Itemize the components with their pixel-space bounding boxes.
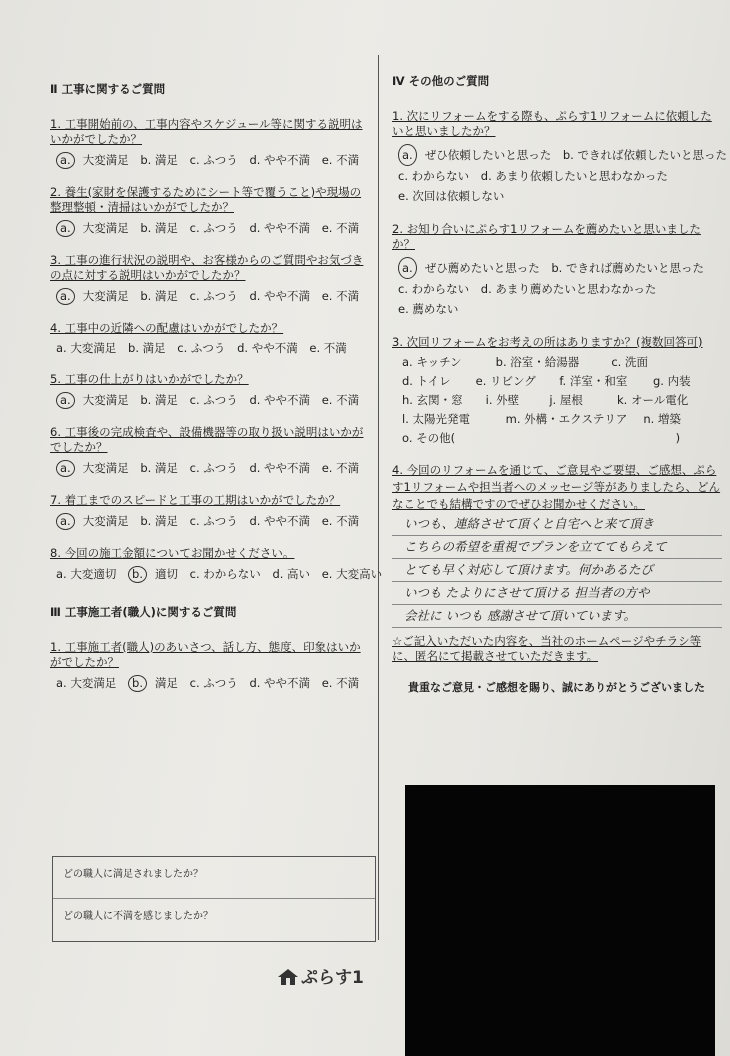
option-a[interactable]: a. 大変適切: [56, 567, 117, 581]
handwritten-comment[interactable]: [392, 513, 722, 628]
option-exterior-wall[interactable]: i. 外壁: [485, 393, 520, 407]
option-a-label: 大変満足: [82, 514, 129, 528]
answer-options: [392, 144, 727, 206]
option-e[interactable]: e. 不満: [321, 393, 360, 407]
option-a[interactable]: a. 大変満足: [56, 676, 117, 690]
circled-answer-a[interactable]: a.: [398, 144, 417, 166]
question-text: 2. 養生(家財を保護するためにシート等で覆うこと)や現場の整理整頓・清掃はいかがでしたか？: [50, 185, 362, 214]
option-rooms[interactable]: f. 洋室・和室: [559, 374, 628, 388]
option-a[interactable]: a. 大変満足: [56, 341, 117, 355]
question-2-5: [50, 372, 370, 409]
answer-options: [50, 566, 383, 583]
question-text: 4. 工事中の近隣への配慮はいかがでしたか？: [50, 321, 284, 335]
option-washroom[interactable]: c. 洗面: [611, 355, 648, 369]
option-b[interactable]: b. できれば依頼したいと思った: [562, 148, 727, 162]
option-b[interactable]: b. 満足: [140, 461, 178, 475]
option-c[interactable]: c. ふつう: [189, 289, 238, 303]
comment-line: 会社に いつも 感謝させて頂いています。: [392, 605, 722, 628]
option-e[interactable]: e. 大変高い: [321, 567, 383, 581]
question-2-2: [50, 185, 370, 237]
option-b[interactable]: b. 満足: [128, 341, 166, 355]
option-b-label: 適切: [154, 567, 178, 581]
section-2-title: Ⅱ 工事に関するご質問: [50, 82, 166, 96]
question-text: 1. 工事開始前の、工事内容やスケジュール等に関する説明はいかがでしたか？: [50, 117, 363, 146]
option-c[interactable]: c. ふつう: [189, 153, 238, 167]
option-interior[interactable]: g. 内装: [652, 374, 691, 388]
comment-line: いつも たよりにさせて頂ける 担当者の方や: [392, 582, 722, 605]
question-text: 3. 工事の進行状況の説明や、お客様からのご質問やお気づきの点に対する説明はいかがでしたか？: [50, 253, 364, 282]
option-c[interactable]: c. ふつう: [177, 341, 226, 355]
option-e[interactable]: e. 不満: [321, 221, 360, 235]
option-b[interactable]: b. 満足: [140, 153, 178, 167]
option-c[interactable]: c. わからない: [398, 169, 470, 183]
question-3-1: [50, 640, 370, 692]
option-e[interactable]: e. 不満: [321, 153, 360, 167]
question-4-3: [392, 335, 722, 446]
answer-options: [50, 220, 370, 237]
question-2-3: [50, 253, 370, 305]
circled-answer-b[interactable]: b.: [128, 566, 147, 583]
option-roof[interactable]: j. 屋根: [549, 393, 583, 407]
option-c[interactable]: c. ふつう: [189, 221, 238, 235]
comment-line: とても早く対応して頂けます。何かあるたび: [392, 559, 722, 582]
option-a-label: ぜひ薦めたいと思った: [424, 261, 540, 275]
option-b-label: 満足: [154, 676, 178, 690]
option-a-label: 大変満足: [82, 461, 129, 475]
question-2-1: [50, 117, 370, 169]
question-text: 1. 次にリフォームをする際も、ぷらす1リフォームに依頼したいと思いましたか？: [392, 109, 712, 138]
house-icon: [278, 969, 298, 985]
staff-satisfied-field[interactable]: どの職人に満足されましたか？: [63, 869, 203, 880]
question-text: 1. 工事施工者(職人)のあいさつ、話し方、態度、印象はいかがでしたか？: [50, 640, 361, 669]
question-text: 7. 着工までのスピードと工事の工期はいかがでしたか？: [50, 493, 341, 507]
option-other-close: ): [675, 431, 681, 445]
question-text: 6. 工事後の完成検査や、設備機器等の取り扱い説明はいかがでしたか？: [50, 425, 364, 454]
circled-answer-a[interactable]: a.: [56, 513, 75, 530]
option-d[interactable]: d. 高い: [272, 567, 311, 581]
answer-options: [50, 513, 370, 530]
option-living[interactable]: e. リビング: [475, 374, 536, 388]
section-3-title: Ⅲ 工事施工者(職人)に関するご質問: [50, 605, 237, 619]
option-solar[interactable]: l. 太陽光発電: [402, 412, 471, 426]
circled-answer-a[interactable]: a.: [398, 257, 417, 279]
option-a-label: 大変満足: [82, 393, 129, 407]
question-text: 5. 工事の仕上がりはいかがでしたか？: [50, 372, 249, 386]
circled-answer-a[interactable]: a.: [56, 392, 75, 409]
answer-options: [50, 152, 370, 169]
option-c[interactable]: c. わからない: [189, 567, 261, 581]
option-c[interactable]: c. わからない: [398, 282, 470, 296]
option-b[interactable]: b. 満足: [140, 393, 178, 407]
option-kitchen[interactable]: a. キッチン: [402, 355, 462, 369]
option-d[interactable]: d. やや不満: [249, 221, 311, 235]
answer-options: [50, 341, 370, 356]
question-4-1: [392, 109, 727, 206]
option-e[interactable]: e. 不満: [321, 461, 360, 475]
thanks-message: 貴重なご意見・ご感想を賜り、誠にありがとうございました: [408, 681, 705, 694]
option-e[interactable]: e. 不満: [321, 676, 360, 690]
circled-answer-a[interactable]: a.: [56, 460, 75, 477]
question-2-6: [50, 425, 370, 477]
option-b[interactable]: b. 満足: [140, 289, 178, 303]
option-a-label: ぜひ依頼したいと思った: [424, 148, 552, 162]
option-d[interactable]: d. やや不満: [249, 514, 311, 528]
option-d[interactable]: d. やや不満: [249, 676, 311, 690]
left-column: [50, 82, 383, 708]
column-divider: [378, 55, 379, 940]
answer-options: [50, 675, 370, 692]
answer-options: [50, 288, 370, 305]
option-d[interactable]: d. やや不満: [237, 341, 298, 355]
option-e[interactable]: e. 薦めない: [398, 302, 459, 316]
circled-answer-a[interactable]: a.: [56, 152, 75, 169]
option-d[interactable]: d. あまり薦めたいと思わなかった: [480, 282, 657, 296]
question-2-4: [50, 321, 370, 356]
option-d[interactable]: d. やや不満: [249, 461, 311, 475]
circled-answer-b[interactable]: b.: [128, 675, 147, 692]
option-a-label: 大変満足: [82, 289, 129, 303]
option-toilet[interactable]: d. トイレ: [402, 374, 451, 388]
option-b[interactable]: b. できれば薦めたいと思った: [551, 261, 704, 275]
option-c[interactable]: c. ふつう: [189, 393, 238, 407]
option-d[interactable]: d. あまり依頼したいと思わなかった: [480, 169, 668, 183]
option-e[interactable]: e. 不満: [321, 289, 360, 303]
option-d[interactable]: d. やや不満: [249, 153, 311, 167]
option-extension[interactable]: n. 増築: [643, 412, 681, 426]
option-c[interactable]: c. ふつう: [189, 514, 238, 528]
answer-options: [392, 257, 722, 319]
staff-dissatisfied-field[interactable]: どの職人に不満を感じましたか？: [53, 898, 375, 939]
staff-feedback-box: [52, 856, 376, 942]
publication-note: ☆ご記入いただいた内容を、当社のホームページやチラシ等に、匿名にて掲載させていただきます。: [392, 634, 702, 663]
circled-answer-a[interactable]: a.: [56, 220, 75, 237]
option-e[interactable]: e. 次回は依頼しない: [398, 189, 505, 203]
comment-line: いつも、連絡させて頂くと自宅へと来て頂き: [392, 513, 722, 536]
answer-options: [392, 355, 722, 446]
section-4-title: Ⅳ その他のご質問: [392, 74, 490, 88]
option-e[interactable]: e. 不満: [309, 341, 347, 355]
option-c[interactable]: c. ふつう: [189, 461, 238, 475]
option-other[interactable]: o. その他(: [402, 431, 456, 445]
option-a-label: 大変満足: [82, 221, 129, 235]
question-2-7: [50, 493, 370, 530]
option-b[interactable]: b. 満足: [140, 514, 178, 528]
option-d[interactable]: d. やや不満: [249, 289, 311, 303]
answer-options: [50, 392, 370, 409]
option-entrance[interactable]: h. 玄関・窓: [402, 393, 463, 407]
question-4-4: [392, 462, 722, 695]
question-text: 2. お知り合いにぷらす1リフォームを薦めたいと思いましたか？: [392, 222, 701, 251]
answer-options: [50, 460, 370, 477]
option-bath[interactable]: b. 浴室・給湯器: [495, 355, 580, 369]
question-4-2: [392, 222, 722, 319]
option-exterior[interactable]: m. 外構・エクステリア: [505, 412, 628, 426]
question-text: 3. 次回リフォームをお考えの所はありますか？(複数回答可): [392, 335, 703, 349]
question-2-8: [50, 546, 383, 583]
logo-text: ぷらす1: [301, 968, 364, 988]
option-all-electric[interactable]: k. オール電化: [616, 393, 689, 407]
right-column: [392, 74, 727, 711]
comment-line: こちらの希望を重視でプランを立ててもらえて: [392, 536, 722, 559]
question-text: 8. 今回の施工金額についてお聞かせください。: [50, 546, 295, 560]
option-a-label: 大変満足: [82, 153, 129, 167]
redaction-block: [405, 785, 715, 1056]
option-c[interactable]: c. ふつう: [189, 676, 238, 690]
company-logo: [278, 963, 364, 988]
option-b[interactable]: b. 満足: [140, 221, 178, 235]
option-e[interactable]: e. 不満: [321, 514, 360, 528]
question-text: 4. 今回のリフォームを通じて、ご意見やご要望、ご感想、ぷらす1リフォームや担当者へのメッセージ等がありましたら、どんなことでも結構ですのでぜひお聞かせください。: [392, 463, 721, 511]
option-d[interactable]: d. やや不満: [249, 393, 311, 407]
circled-answer-a[interactable]: a.: [56, 288, 75, 305]
